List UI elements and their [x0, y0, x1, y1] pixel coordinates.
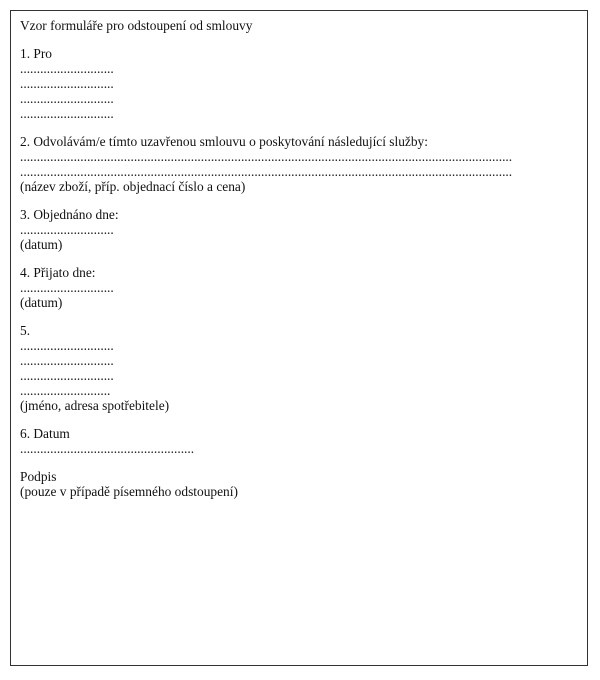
signature-heading: Podpis	[20, 469, 57, 484]
section-3-heading: 3. Objednáno dne:	[20, 207, 119, 222]
service-note: (název zboží, příp. objednací číslo a cena)	[20, 179, 246, 194]
consumer-line-2[interactable]: ............................	[20, 353, 114, 368]
consumer-line-3[interactable]: ............................	[20, 368, 114, 383]
consumer-line-1[interactable]: ............................	[20, 338, 114, 353]
consumer-line-4[interactable]: ...........................	[20, 383, 111, 398]
consumer-note: (jméno, adresa spotřebitele)	[20, 398, 170, 413]
form-title: Vzor formuláře pro odstoupení od smlouvy	[20, 18, 253, 33]
received-date-note: (datum)	[20, 295, 63, 310]
form-content	[20, 18, 579, 499]
recipient-line-1[interactable]: ............................	[20, 61, 114, 76]
section-2-heading: 2. Odvolávám/e tímto uzavřenou smlouvu o poskytování následující služby:	[20, 134, 428, 149]
section-5-heading: 5.	[20, 323, 31, 338]
service-line-1[interactable]: ...................................................................................................................................................	[20, 149, 513, 164]
signature-note: (pouze v případě písemného odstoupení)	[20, 484, 238, 499]
ordered-date-note: (datum)	[20, 237, 63, 252]
section-1-heading: 1. Pro	[20, 46, 52, 61]
date-line[interactable]: ....................................................	[20, 441, 195, 456]
ordered-date-line[interactable]: ............................	[20, 222, 114, 237]
service-line-2[interactable]: ...................................................................................................................................................	[20, 164, 513, 179]
form-frame	[10, 10, 588, 666]
section-6-heading: 6. Datum	[20, 426, 70, 441]
recipient-line-4[interactable]: ............................	[20, 106, 114, 121]
recipient-line-3[interactable]: ............................	[20, 91, 114, 106]
recipient-line-2[interactable]: ............................	[20, 76, 114, 91]
section-4-heading: 4. Přijato dne:	[20, 265, 96, 280]
received-date-line[interactable]: ............................	[20, 280, 114, 295]
